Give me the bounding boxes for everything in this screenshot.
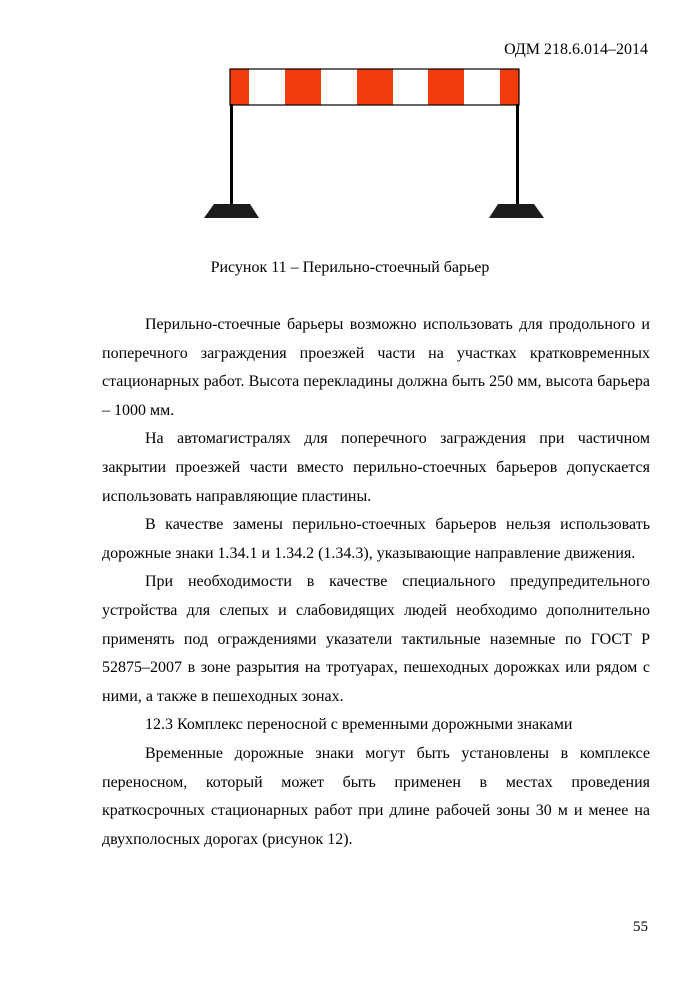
right-base xyxy=(489,204,544,218)
crossbar-stripe-red xyxy=(230,69,249,105)
left-base xyxy=(204,204,259,218)
crossbar-stripe-white xyxy=(393,69,428,105)
paragraph: Временные дорожные знаки могут быть установлены в комплексе переносном, который может быть применен в местах проведения краткосрочных стационарных работ при длине рабочей зоны 30 м и менее на двухполосных дорогах (рисунок 12). xyxy=(102,744,650,848)
barrier-illustration xyxy=(0,60,700,230)
paragraph: На автомагистралях для поперечного заграждения при частичном закрытии проезжей части вместо перильно-стоечных барьеров допускается использовать направляющие пластины. xyxy=(102,430,650,505)
body-text xyxy=(102,311,650,854)
barrier-figure xyxy=(0,60,700,230)
crossbar-stripe-red xyxy=(357,69,393,105)
crossbar-stripe-red xyxy=(285,69,321,105)
barrier-crossbar xyxy=(230,69,519,105)
right-post xyxy=(516,104,519,204)
crossbar-stripe-red xyxy=(428,69,464,105)
document-code: ОДМ 218.6.014–2014 xyxy=(504,41,648,58)
crossbar-stripe-white xyxy=(464,69,500,105)
left-post xyxy=(230,104,233,204)
crossbar-stripe-white xyxy=(249,69,285,105)
paragraph: Перильно-стоечные барьеры возможно использовать для продольного и поперечного заграждения проезжей части на участках кратковременных стационарных работ. Высота перекладины должна быть 250 мм, высота барьера – 1000 мм. xyxy=(102,316,650,419)
crossbar-stripe-red xyxy=(500,69,519,105)
paragraph: В качестве замены перильно-стоечных барьеров нельзя использовать дорожные знаки 1.34.1 и 1.34.2 (1.34.3), указывающие направление движения. xyxy=(102,516,650,562)
crossbar-stripe-white xyxy=(321,69,357,105)
figure-caption: Рисунок 11 – Перильно-стоечный барьер xyxy=(210,259,490,276)
section-heading: 12.3 Комплекс переносной с временными дорожными знаками xyxy=(145,716,573,734)
paragraph: При необходимости в качестве специального предупредительного устройства для слепых и слабовидящих людей необходимо дополнительно применять под ограждениями указатели тактильные наземные по ГОСТ Р 52875–2007 в зоне разрытия на тротуарах, пешеходных дорожках или рядом с ними, а также в пешеходных зонах. xyxy=(102,573,650,705)
page-number: 55 xyxy=(633,919,648,935)
